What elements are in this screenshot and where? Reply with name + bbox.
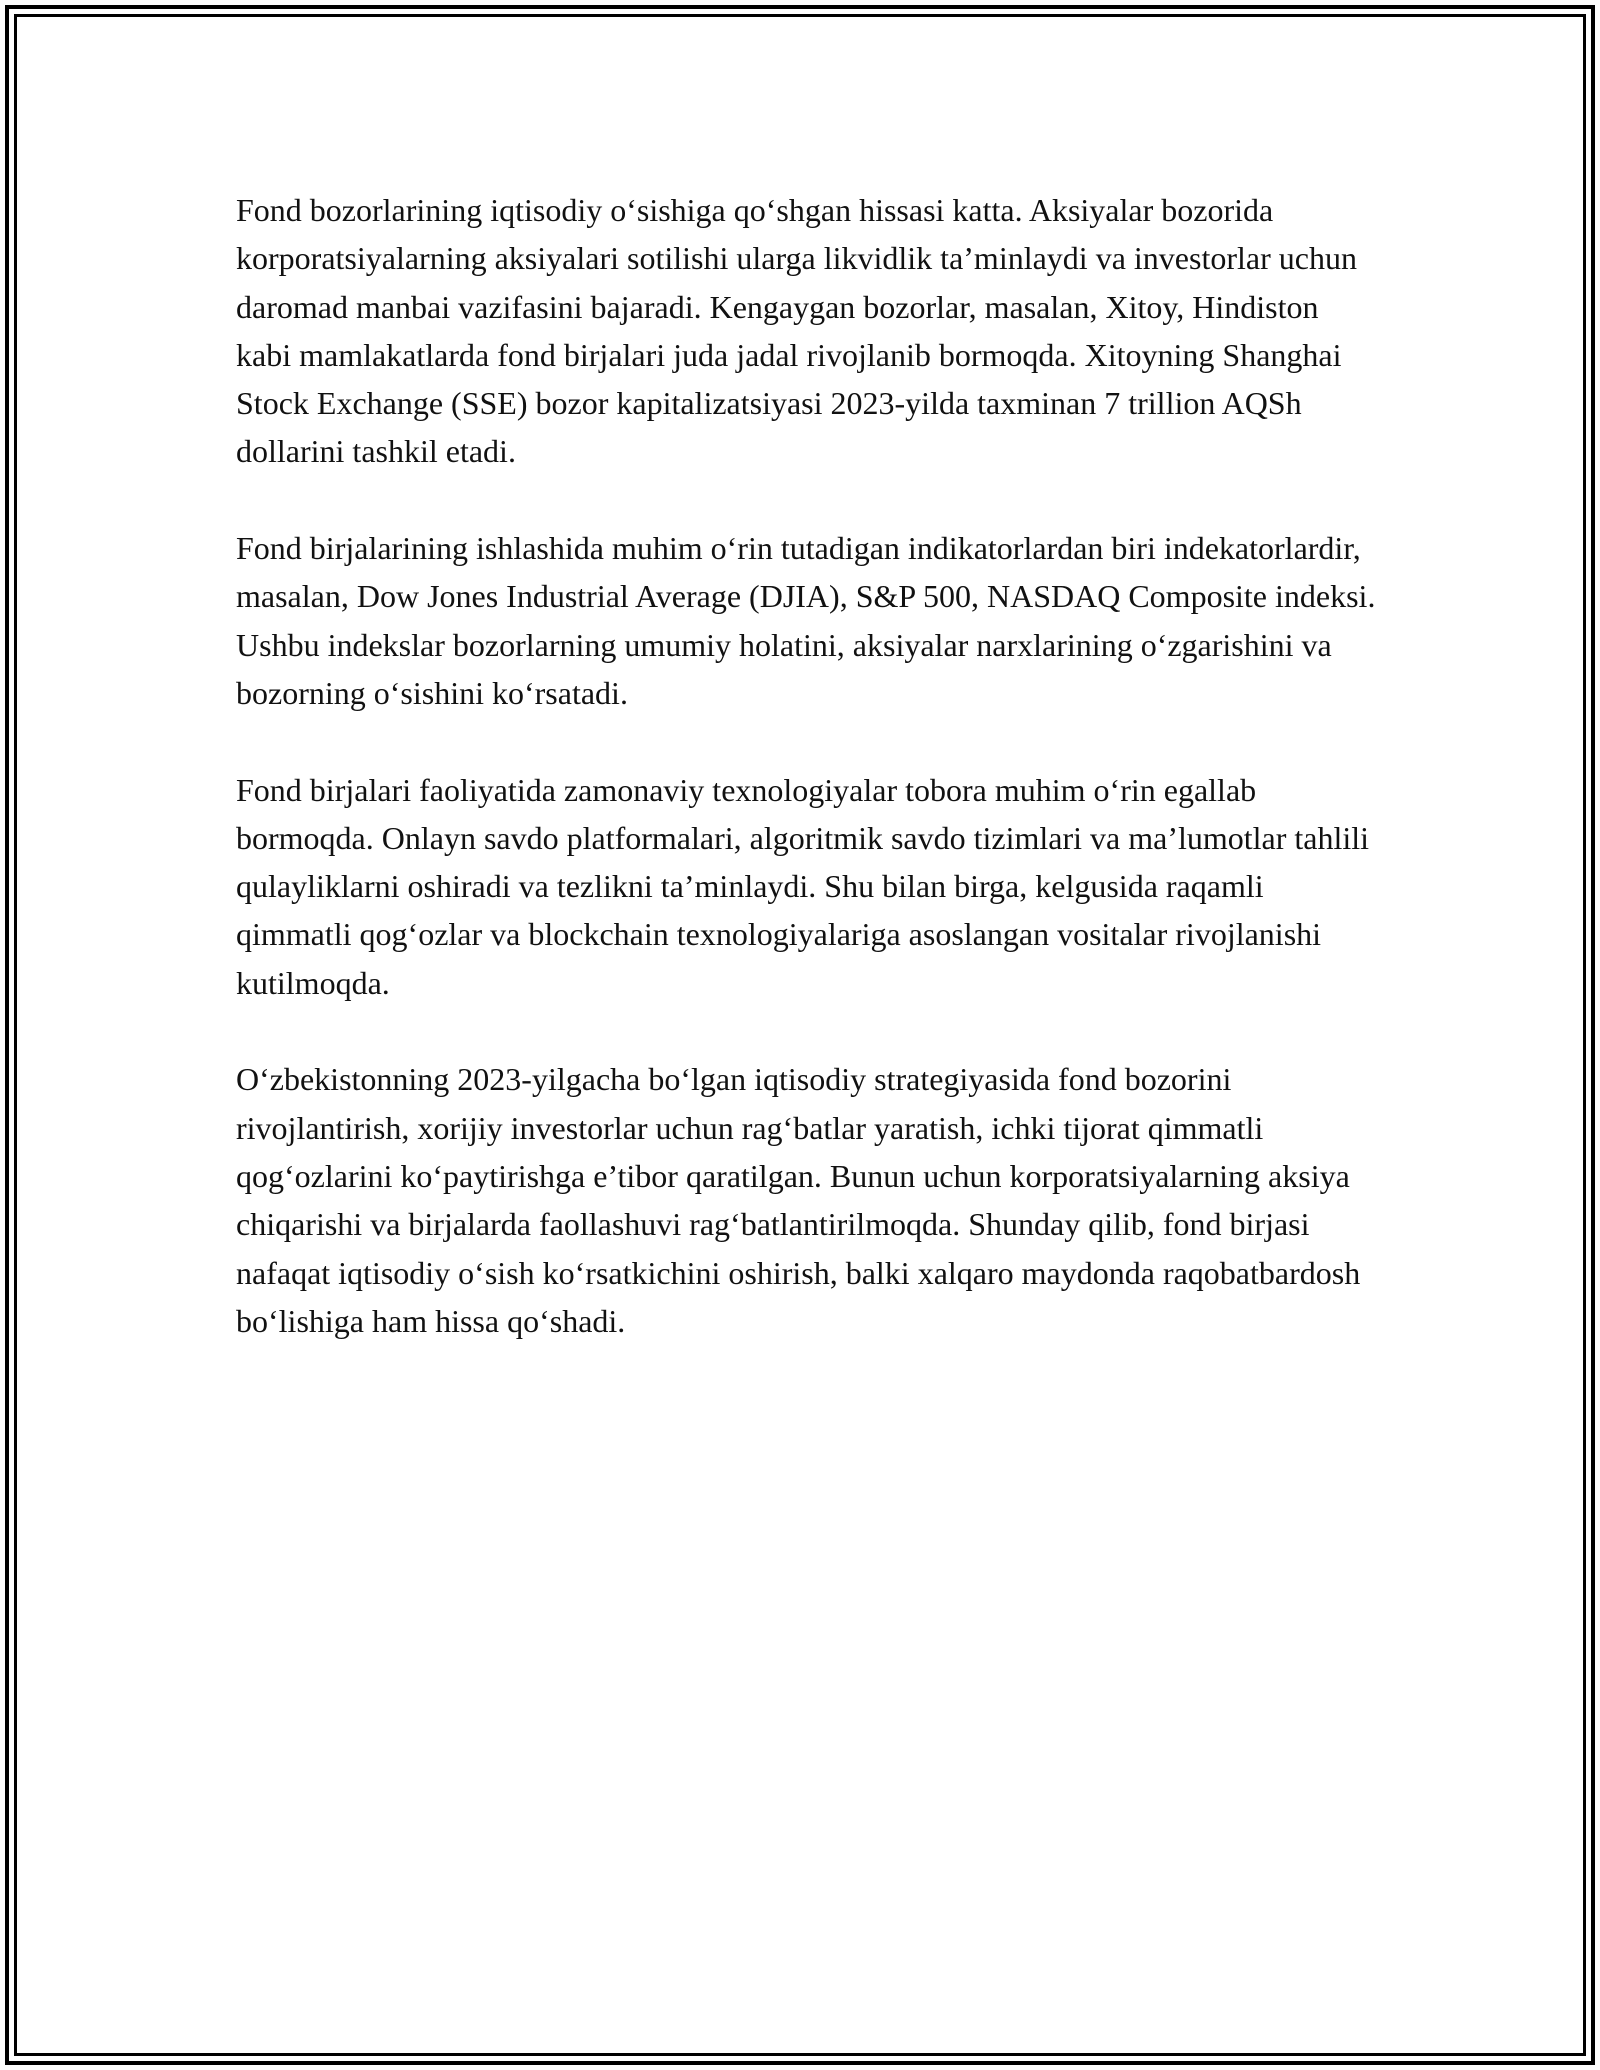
paragraph-stock-markets-growth: Fond bozorlarining iqtisodiy o‘sishiga qo‘shgan hissasi katta. Aksiyalar bozorida korporatsiyalarning aksiyalari sotilishi ularga likvidlik ta’minlaydi va investorlar uchun daromad manbai vazifasini bajaradi. Kengaygan bozorlar, masalan, Xitoy, Hindiston kabi mamlakatlarda fond birjalari juda jadal rivojlanib bormoqda. Xitoyning Shanghai Stock Exchange (SSE) bozor kapitalizatsiyasi 2023-yilda taxminan 7 trillion AQSh dollarini tashkil etadi. (236, 192, 1357, 470)
paragraph-uzbekistan-strategy: O‘zbekistonning 2023-yilgacha bo‘lgan iqtisodiy strategiyasida fond bozorini rivojlantirish, xorijiy investorlar uchun rag‘batlar yaratish, ichki tijorat qimmatli qog‘ozlarini ko‘paytirishga e’tibor qaratilgan. Bunun uchun korporatsiyalarning aksiya chiqarishi va birjalarda faollashuvi rag‘batlantirilmoqda. Shunday qilib, fond birjasi nafaqat iqtisodiy o‘sish ko‘rsatkichini oshirish, balki xalqaro maydonda raqobatbardosh bo‘lishiga ham hissa qo‘shadi. (236, 1061, 1361, 1339)
document-body (236, 186, 1376, 1345)
paragraph-market-indices: Fond birjalarining ishlashida muhim o‘rin tutadigan indikatorlardan biri indekatorlardir, masalan, Dow Jones Industrial Average (DJIA), S&P 500, NASDAQ Composite indeksi. Ushbu indekslar bozorlarning umumiy holatini, aksiyalar narxlarining o‘zgarishini va bozorning o‘sishini ko‘rsatadi. (236, 530, 1376, 711)
paragraph-modern-technologies: Fond birjalari faoliyatida zamonaviy texnologiyalar tobora muhim o‘rin egallab bormoqda. Onlayn savdo platformalari, algoritmik savdo tizimlari va ma’lumotlar tahlili qulayliklarni oshiradi va tezlikni ta’minlaydi. Shu bilan birga, kelgusida raqamli qimmatli qog‘ozlar va blockchain texnologiyalariga asoslangan vositalar rivojlanishi kutilmoqda. (236, 771, 1370, 1001)
